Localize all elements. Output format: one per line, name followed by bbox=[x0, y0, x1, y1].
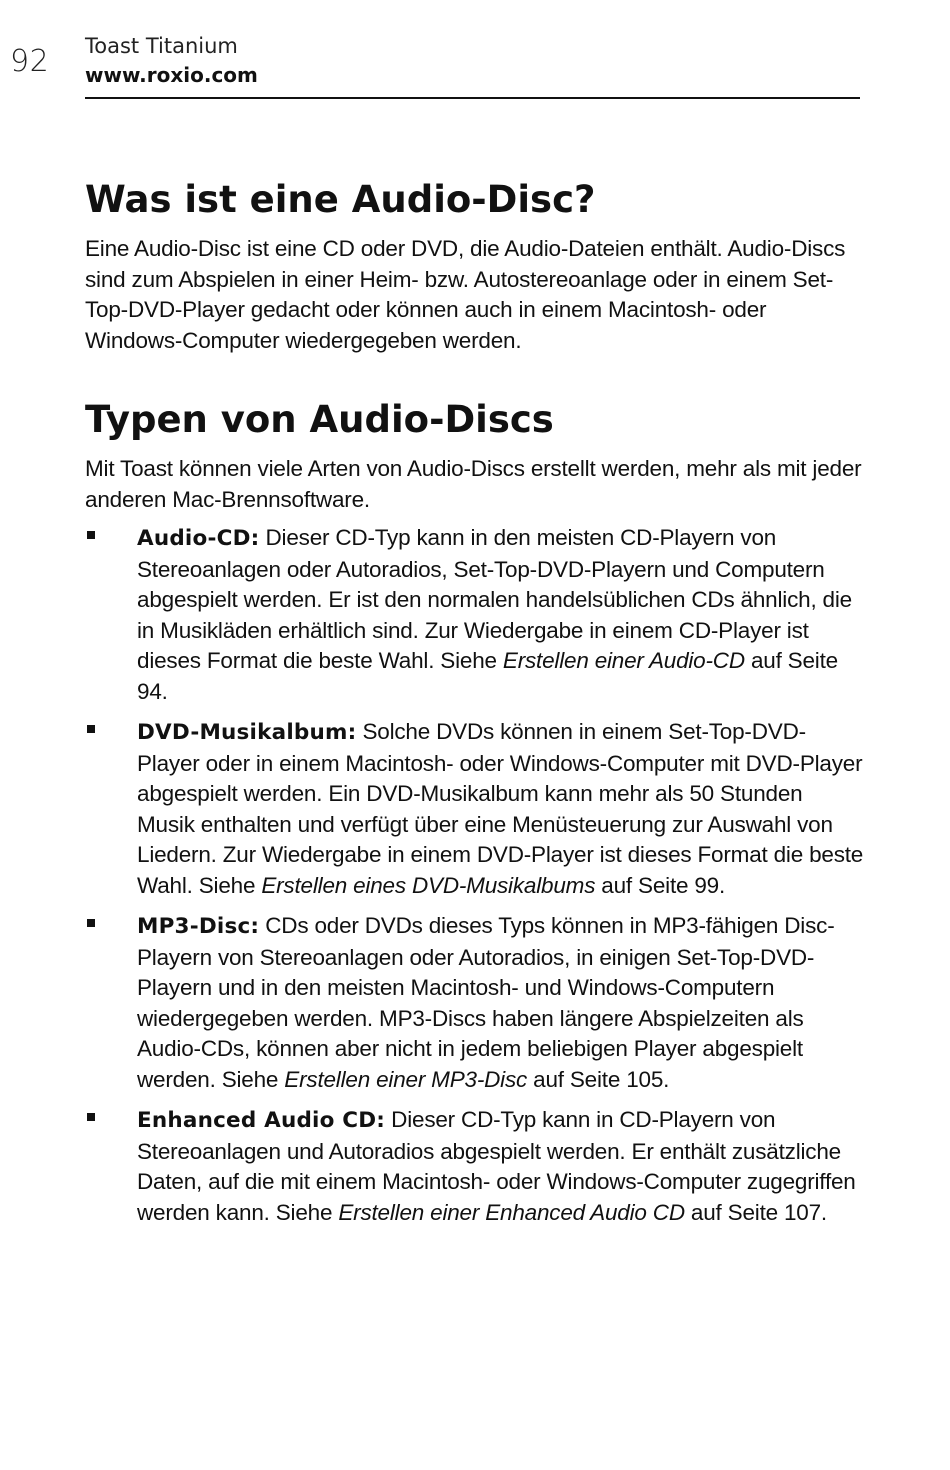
square-bullet-icon bbox=[87, 531, 95, 539]
list-item-term: MP3-Disc: bbox=[137, 914, 260, 939]
list-item-text: CDs oder DVDs dieses Typs können in MP3-fähigen Disc-Playern von Stereoanlagen oder Autoradios, in einigen Set-Top-DVD-Playern und in den meisten Macintosh- und Windows-Computern wiedergegeben werden. MP3-Discs haben längere Abspielzeiten als Audio-CDs, können aber nicht in jedem beliebigen Player abgespielt werden. Siehe bbox=[137, 913, 835, 1092]
list-item-text: Solche DVDs können in einem Set-Top-DVD-Player oder in einem Macintosh- oder Windows-Computer mit DVD-Player abgespielt werden. Ein DVD-Musikalbum kann mehr als 50 Stunden Musik enthalten und verfügt über eine Menüsteuerung zur Auswahl von Liedern. Zur Wiedergabe in einem DVD-Player ist dieses Format die beste Wahl. Siehe bbox=[137, 719, 864, 898]
square-bullet-icon bbox=[87, 919, 95, 927]
list-item-page-ref: auf Seite 99. bbox=[595, 872, 726, 898]
list-item-page-ref: auf Seite 105. bbox=[527, 1066, 670, 1092]
running-header bbox=[85, 32, 860, 90]
section-intro-audio-disc-types: Mit Toast können viele Arten von Audio-Discs erstellt werden, mehr als mit jeder anderen Mac-Brennsoftware. bbox=[85, 456, 862, 512]
list-item-audio-cd bbox=[85, 523, 865, 707]
section-heading-audio-disc: Was ist eine Audio-Disc? bbox=[85, 178, 596, 221]
list-item-text: Dieser CD-Typ kann in den meisten CD-Playern von Stereoanlagen oder Autoradios, Set-Top-DVD-Playern und Computern abgespielt werden. Er ist den normalen handelsüblichen CDs ähnlich, die in Musikläden erhältlich sind. Zur Wiedergabe in einem CD-Player ist dieses Format die beste Wahl. Siehe bbox=[137, 525, 852, 673]
cross-reference: Erstellen einer Audio-CD bbox=[502, 648, 745, 673]
list-item-text: Dieser CD-Typ kann in CD-Playern von Stereoanlagen und Autoradios abgespielt werden. Er enthält zusätzliche Daten, auf die mit einem Macintosh- oder Windows-Computer zugegriffen werden kann. Siehe bbox=[137, 1107, 856, 1225]
square-bullet-icon bbox=[87, 725, 95, 733]
list-item-enhanced-audio-cd bbox=[85, 1105, 865, 1228]
page-number: 92 bbox=[10, 44, 50, 79]
page-content bbox=[85, 172, 865, 1238]
list-item-mp3-disc bbox=[85, 911, 865, 1095]
header-url: www.roxio.com bbox=[85, 63, 258, 87]
list-item-term: DVD-Musikalbum: bbox=[137, 720, 357, 745]
list-item-term: Audio-CD: bbox=[137, 526, 260, 551]
list-item-page-ref: auf Seite 107. bbox=[684, 1199, 827, 1225]
cross-reference: Erstellen einer MP3-Disc bbox=[284, 1066, 528, 1092]
square-bullet-icon bbox=[87, 1113, 95, 1121]
list-item-dvd-musikalbum bbox=[85, 717, 865, 901]
cross-reference: Erstellen einer Enhanced Audio CD bbox=[338, 1199, 685, 1225]
list-item-term: Enhanced Audio CD: bbox=[137, 1108, 386, 1133]
section-heading-audio-disc-types: Typen von Audio-Discs bbox=[85, 398, 554, 441]
cross-reference: Erstellen eines DVD-Musikalbums bbox=[261, 872, 596, 898]
book-title: Toast Titanium bbox=[85, 34, 238, 58]
disc-type-list bbox=[85, 523, 865, 1228]
list-item-page-ref: auf Seite 94. bbox=[137, 648, 838, 704]
section-paragraph-audio-disc: Eine Audio-Disc ist eine CD oder DVD, die Audio-Dateien enthält. Audio-Discs sind zum Abspielen in einer Heim- bzw. Autostereoanlage oder in einem Set-Top-DVD-Player gedacht oder können auch in einem Macintosh- oder Windows-Computer wiedergegeben werden. bbox=[85, 236, 846, 353]
header-rule bbox=[85, 97, 860, 99]
